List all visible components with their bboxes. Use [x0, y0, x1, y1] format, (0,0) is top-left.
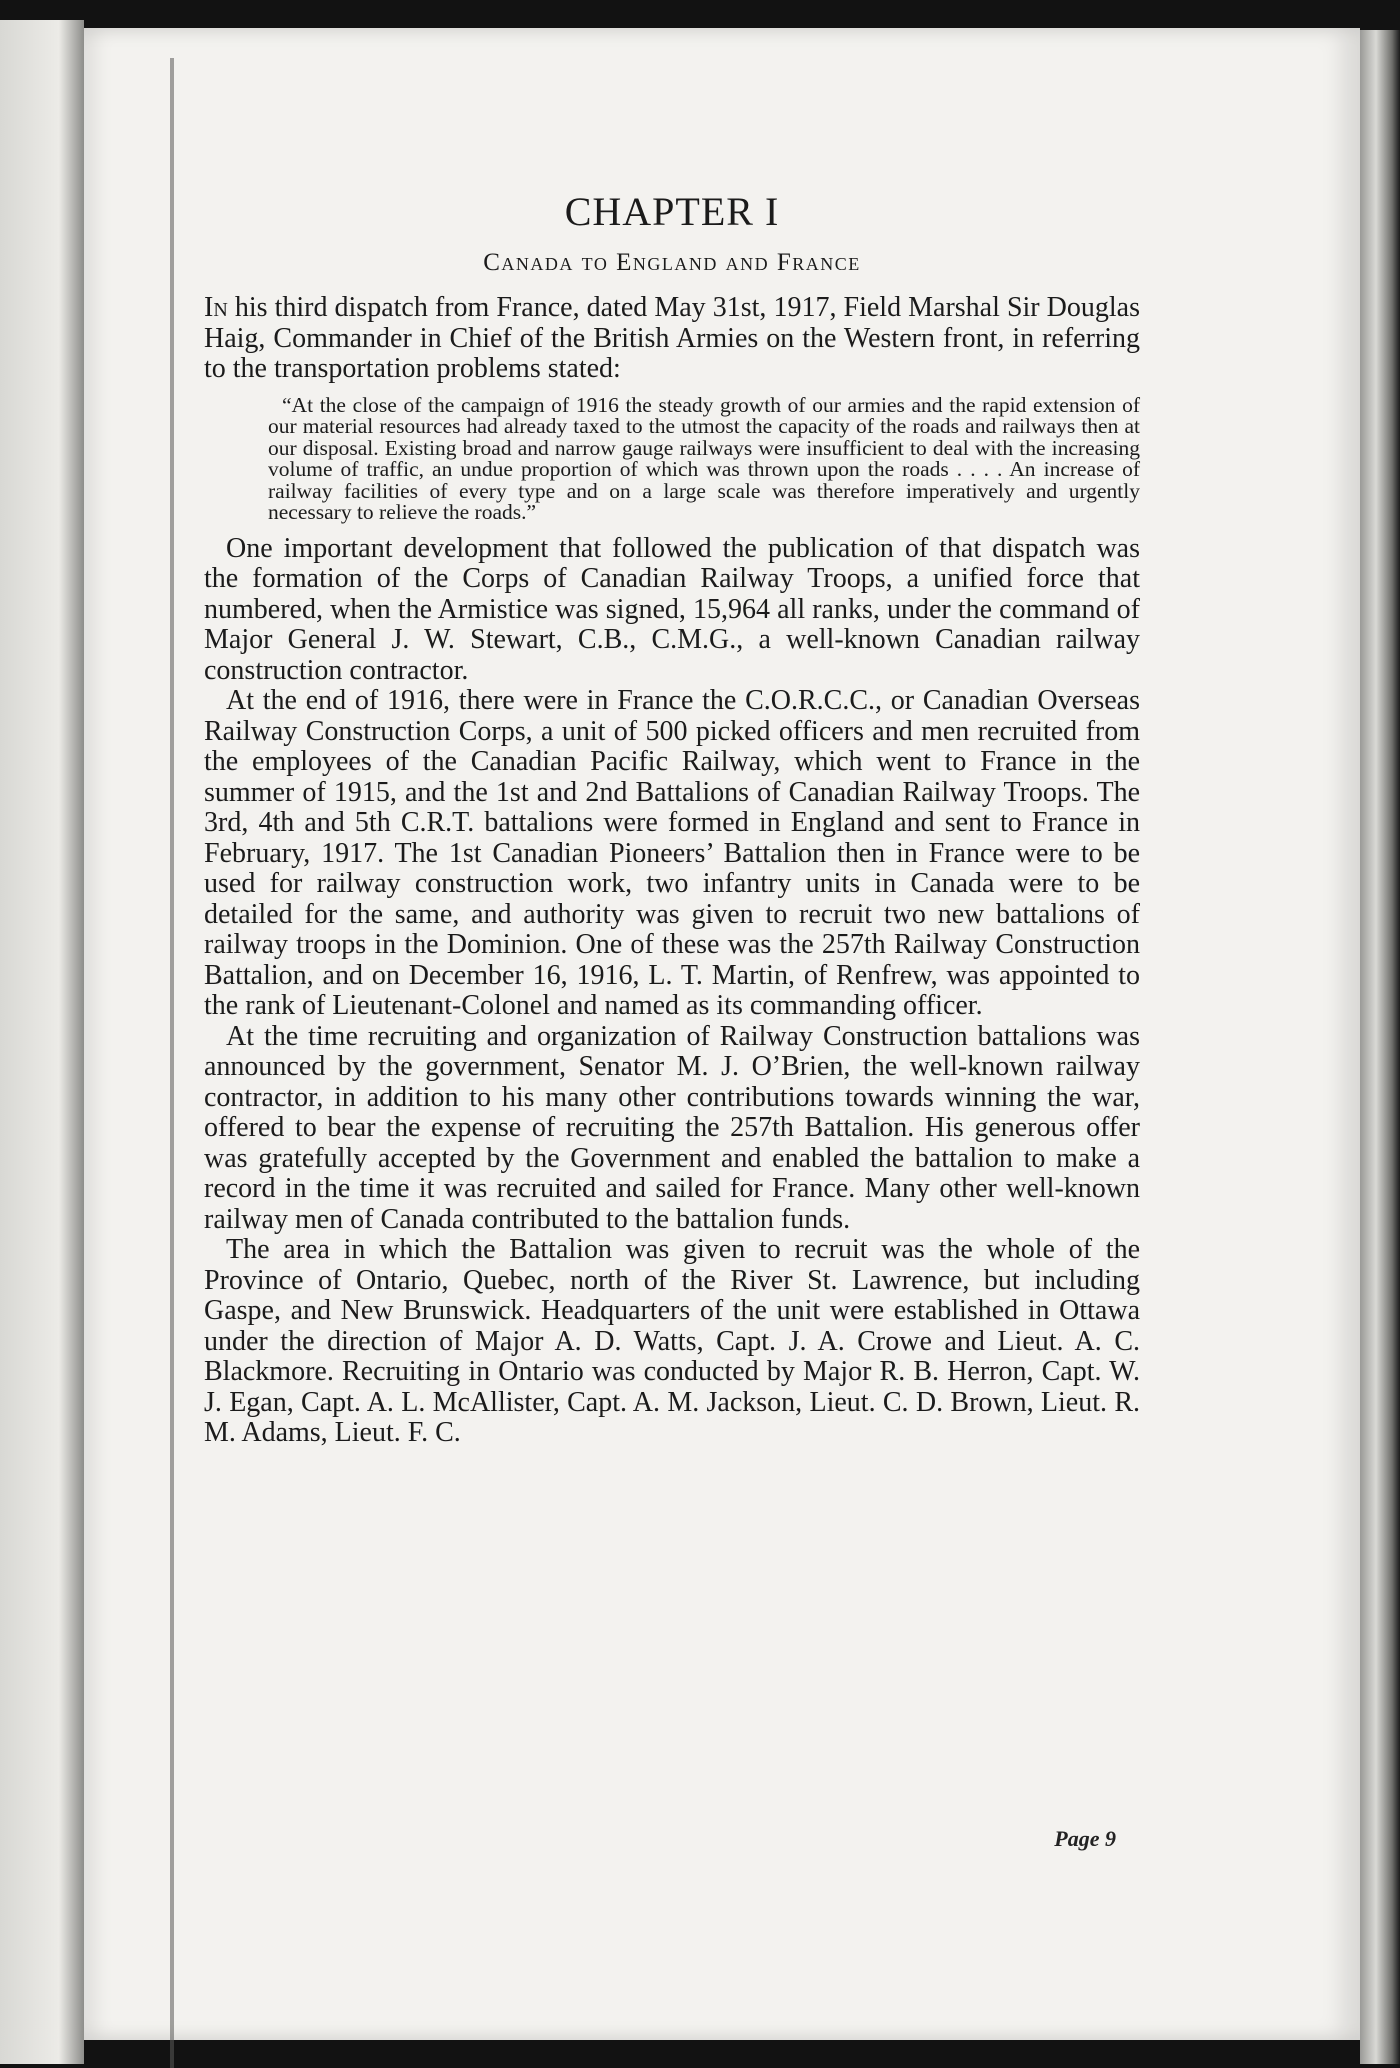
paragraph-2: One important development that followed the publication of that dispatch was the formation of the Corps of Canadian Railway Troops, a unified force that numbered, when the Armistice was signed, 15,964 all ranks, under the command of Major General J. W. Stewart, C.B., C.M.G., a well-known Canadian railway construction contractor.: [204, 532, 1140, 686]
chapter-subtitle: Canada to England and France: [483, 249, 861, 276]
paragraph-1: [204, 293, 1140, 385]
paragraph-4: At the time recruiting and organization of Railway Construction battalions was announced by the government, Senator M. J. O’Brien, the well-known railway contractor, in addition to his many other contributions towards winning the war, offered to bear the expense of recruiting the 257th Battalion. His generous offer was gratefully accepted by the Government and enabled the battalion to make a record in the time it was recruited and sailed for France. Many other well-known railway men of Canada contributed to the battalion funds.: [204, 1020, 1140, 1235]
chapter-title: CHAPTER I: [564, 189, 780, 234]
page-stack-edge: [1360, 30, 1400, 2064]
scan-top-border: [0, 0, 1400, 28]
paragraph-3: At the end of 1916, there were in France the C.O.R.C.C., or Canadian Overseas Railway Construction Corps, a unit of 500 picked officers and men recruited from the employees of the Canadian Pacific Railway, which went to France in the summer of 1915, and the 1st and 2nd Battalions of Canadian Railway Troops. The 3rd, 4th and 5th C.R.T. battalions were formed in England and sent to France in February, 1917. The 1st Canadian Pioneers’ Battalion then in France were to be used for railway construction work, two infantry units in Canada were to be detailed for the same, and authority was given to recruit two new battalions of railway troops in the Dominion. One of these was the 257th Railway Construction Battalion, and on December 16, 1916, L. T. Martin, of Renfrew, was appointed to the rank of Lieutenant-Colonel and named as its commanding officer.: [204, 685, 1140, 1021]
page-content: [204, 188, 1140, 1449]
page-number: Page 9: [1054, 1826, 1116, 1851]
paragraph-5: The area in which the Battalion was given to recruit was the whole of the Province of Ontario, Quebec, north of the River St. Lawrence, but including Gaspe, and New Brunswick. Headquarters of the unit were established in Ottawa under the direction of Major A. D. Watts, Capt. J. A. Crowe and Lieut. A. C. Blackmore. Recruiting in Ontario was conducted by Major R. B. Herron, Capt. W. J. Egan, Capt. A. L. McAllister, Capt. A. M. Jackson, Lieut. C. D. Brown, Lieut. R. M. Adams, Lieut. F. C.: [204, 1234, 1140, 1448]
paragraph-1-lead: In: [204, 292, 228, 323]
binding-gutter: [170, 58, 174, 2068]
paragraph-1-text: his third dispatch from France, dated May 31st, 1917, Field Marshal Sir Douglas Haig, Commander in Chief of the British Armies on the Western front, in referring to the transportation problems stated:: [204, 292, 1140, 384]
facing-page-edge: [0, 20, 84, 2064]
block-quote: “At the close of the campaign of 1916 the steady growth of our armies and the rapid extension of our material resources had already taxed to the utmost the capacity of the roads and railways then at our disposal. Existing broad and narrow gauge railways were insufficient to deal with the increasing volume of traffic, an undue proportion of which was thrown upon the roads . . . . An increase of railway facilities of every type and on a large scale was therefore imperatively and urgently necessary to relieve the roads.”: [268, 392, 1140, 524]
